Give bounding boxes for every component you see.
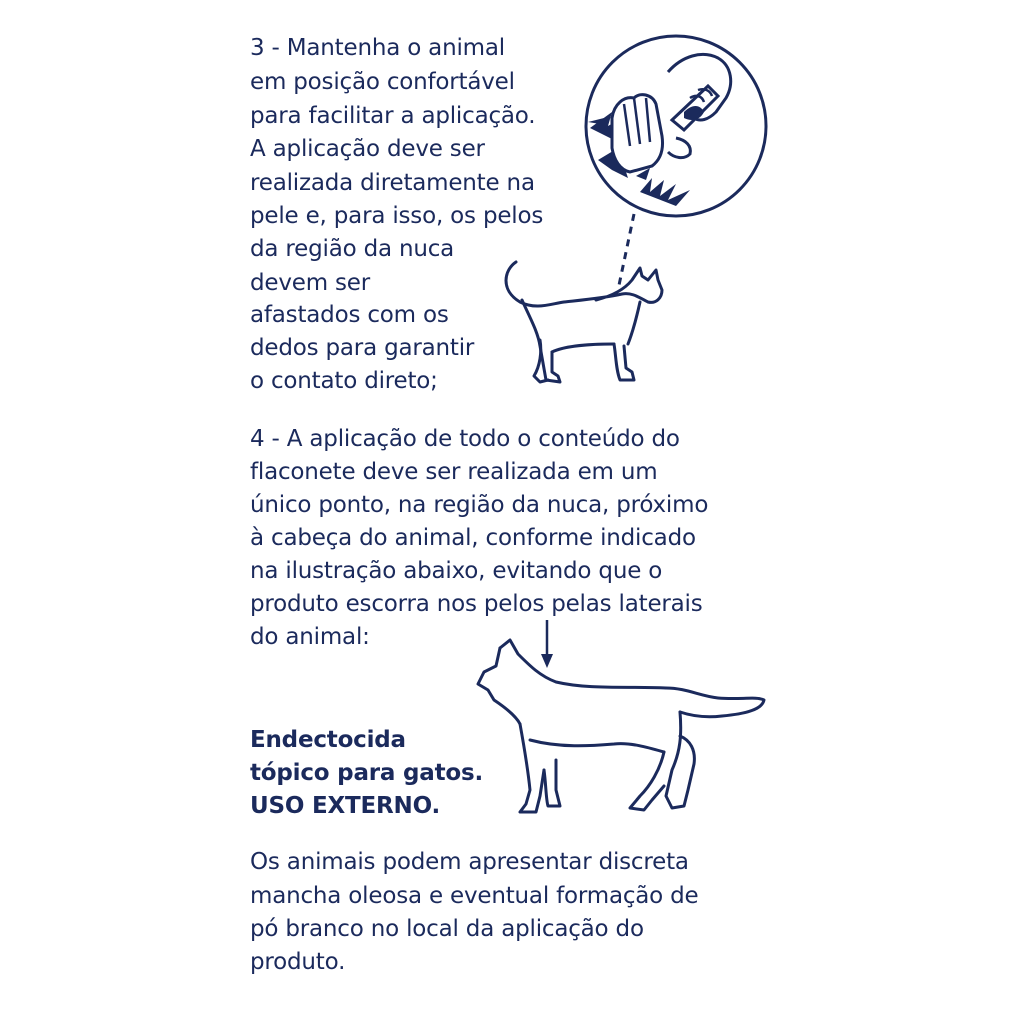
product-line: USO EXTERNO. xyxy=(250,793,440,819)
note-line: Os animais podem apresentar discreta xyxy=(250,849,689,875)
step3-line: para facilitar a aplicação. xyxy=(250,103,536,129)
step3-line: 3 - Mantenha o animal xyxy=(250,35,505,61)
note-line: pó branco no local da aplicação do xyxy=(250,916,644,942)
step4-line: único ponto, na região da nuca, próximo xyxy=(250,492,709,518)
hand-applying-pipette-icon xyxy=(586,36,766,216)
step4-line: à cabeça do animal, conforme indicado xyxy=(250,525,696,551)
step4-line: flaconete deve ser realizada em um xyxy=(250,459,658,485)
step3-line: dedos para garantir xyxy=(250,335,475,361)
step3-line: devem ser xyxy=(250,270,371,296)
step3-line: A aplicação deve ser xyxy=(250,136,485,162)
step4-line: produto escorra nos pelos pelas laterais xyxy=(250,591,703,617)
step3-line: em posição confortável xyxy=(250,69,515,95)
step3-line: afastados com os xyxy=(250,302,449,328)
step4-line: 4 - A aplicação de todo o conteúdo do xyxy=(250,426,680,452)
note-line: produto. xyxy=(250,949,346,975)
product-line: Endectocida xyxy=(250,727,406,753)
arrow-down-icon xyxy=(541,620,553,668)
step3-line: realizada diretamente na xyxy=(250,170,535,196)
cat-silhouette-icon xyxy=(506,262,662,382)
step4-line: na ilustração abaixo, evitando que o xyxy=(250,558,663,584)
product-line: tópico para gatos. xyxy=(250,760,484,786)
note-line: mancha oleosa e eventual formação de xyxy=(250,883,699,909)
step4-line: do animal: xyxy=(250,624,370,650)
step3-line: da região da nuca xyxy=(250,236,455,262)
step3-line: o contato direto; xyxy=(250,368,438,394)
cat-silhouette-icon xyxy=(478,640,764,812)
step3-line: pele e, para isso, os pelos xyxy=(250,203,544,229)
